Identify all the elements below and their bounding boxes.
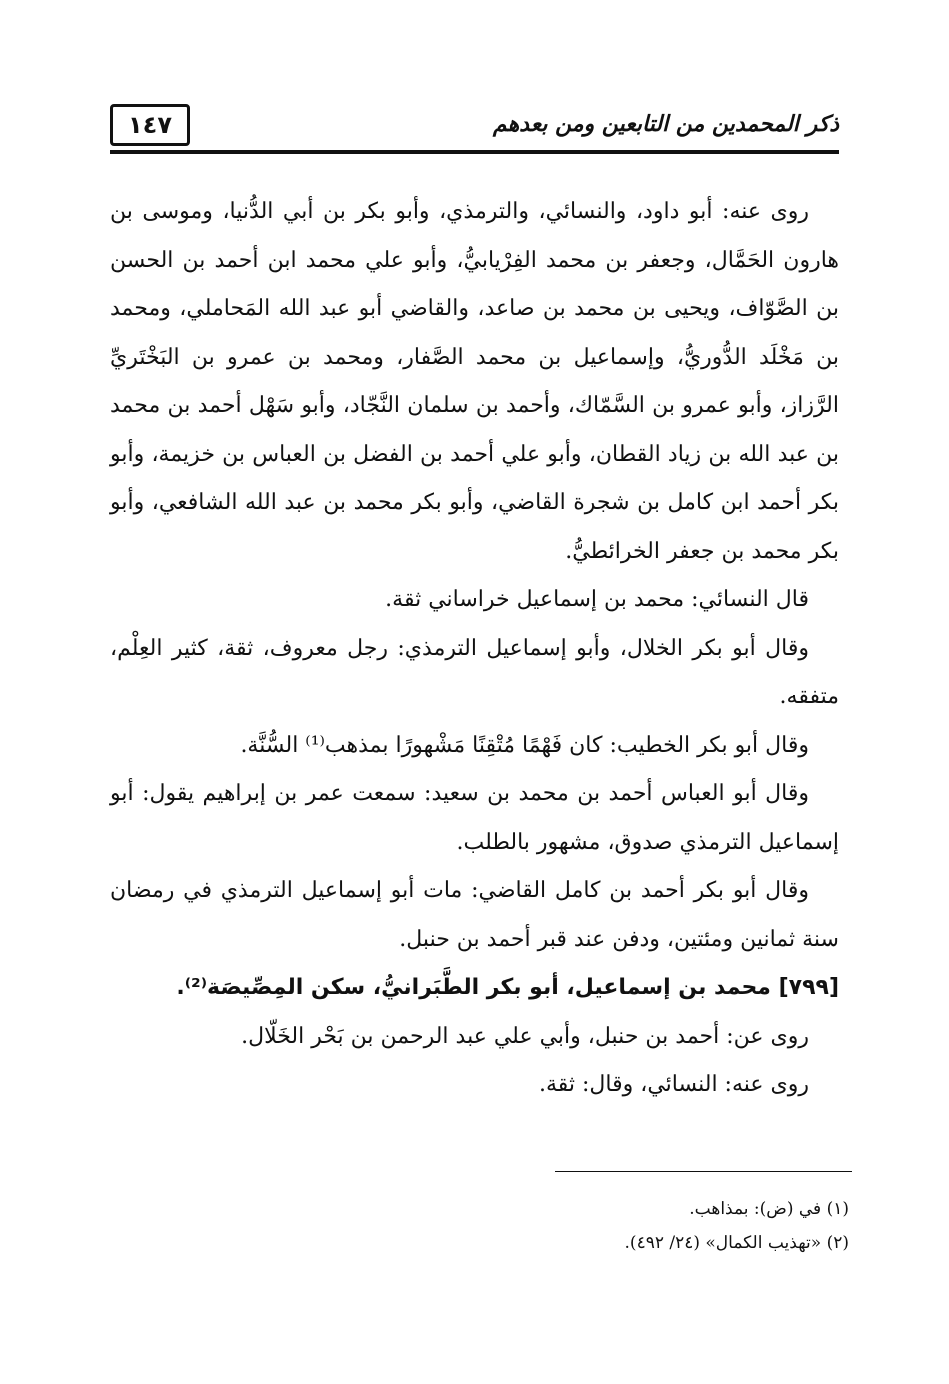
paragraph-death: وقال أبو بكر أحمد بن كامل القاضي: مات أبو إسماعيل الترمذي في رمضان سنة ثمانين ومئتين، ودفن عند قبر أحمد بن حنبل. (110, 878, 839, 952)
page-number-text: ١٤٧ (128, 111, 172, 139)
entry-heading: [٧٩٩] محمد بن إسماعيل، أبو بكر الطَّبَرانيُّ، سكن المِصِّيصَة⁽²⁾. (176, 975, 839, 1000)
paragraph-narrated-from: روى عن: أحمد بن حنبل، وأبي علي عبد الرحمن بن بَحْر الخَلّال. (241, 1023, 809, 1049)
footnote-divider (555, 1171, 852, 1172)
paragraph-nasai: قال النسائي: محمد بن إسماعيل خراساني ثقة. (385, 587, 809, 612)
main-text (110, 188, 839, 1110)
paragraph-khatib: وقال أبو بكر الخطيب: كان فَهْمًا مُتْقِنًا مَشْهورًا بمذهب⁽¹⁾ السُّنَّة. (240, 732, 809, 758)
paragraph-narrated-by: روى عنه: النسائي، وقال: ثقة. (538, 1072, 809, 1097)
paragraph-khallal: وقال أبو بكر الخلال، وأبو إسماعيل الترمذي: رجل معروف، ثقة، كثير العِلْم، متفقه. (110, 635, 839, 709)
header-divider (110, 150, 839, 154)
running-title: ذكر المحمدين من التابعين ومن بعدهم (492, 112, 839, 137)
paragraph-narrators: روى عنه: أبو داود، والنسائي، والترمذي، وأبو بكر بن أبي الدُّنيا، وموسى بن هارون الحَمَّال، وجعفر بن محمد الفِرْيابيُّ، وأبو علي محمد ابن أحمد بن الحسن بن الصَّوّاف، ويحيى بن محمد بن صاعد، والقاضي أبو عبد الله المَحاملي، ومحمد بن مَخْلَد الدُّوريُّ، وإسماعيل بن محمد الصَّفار، ومحمد بن عمرو بن البَخْتَريِّ الرَّزاز، وأبو عمرو بن السَّمّاك، وأحمد بن سلمان النَّجّاد، وأبو سَهْل أحمد بن محمد بن عبد الله بن زياد القطان، وأبو علي أحمد بن الفضل بن العباس بن خزيمة، وأبو بكر أحمد ابن كامل بن شجرة القاضي، وأبو بكر محمد بن عبد الله الشافعي، وأبو بكر محمد بن جعفر الخرائطيُّ. (110, 199, 839, 564)
page-number (110, 104, 190, 146)
paragraph-abul-abbas: وقال أبو العباس أحمد بن محمد بن سعيد: سمعت عمر بن إبراهيم يقول: أبو إسماعيل الترمذي صدوق، مشهور بالطلب. (110, 781, 839, 855)
footnote-1: (١) في (ض): بمذاهب. (689, 1199, 849, 1219)
footnote-2: (٢) «تهذيب الكمال» (٢٤/ ٤٩٢). (624, 1233, 849, 1253)
footnotes (110, 1192, 849, 1260)
